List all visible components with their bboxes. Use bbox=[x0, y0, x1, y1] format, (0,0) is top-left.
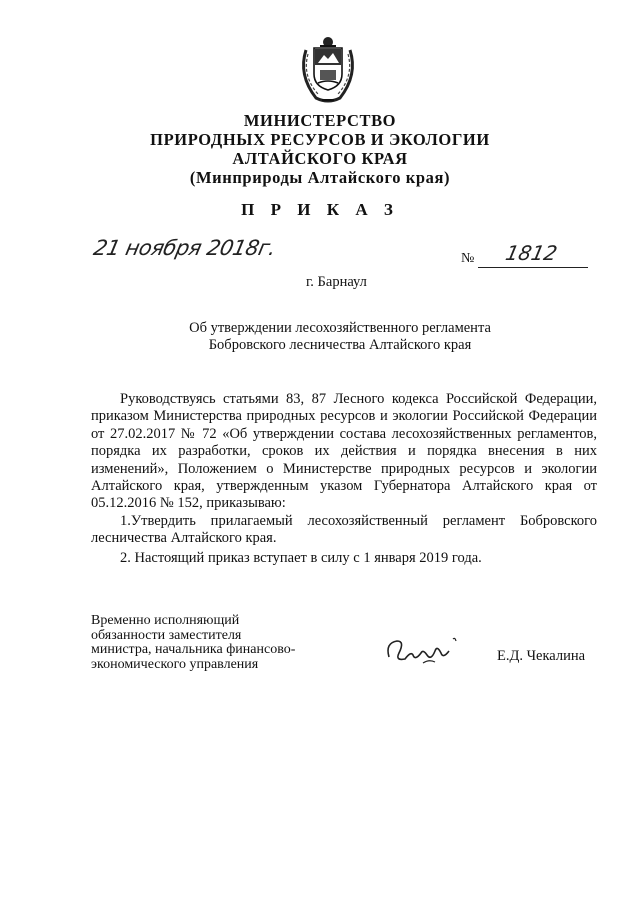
body-paragraph-item1: 1.Утвердить прилагаемый лесохозяйственный регламент Бобровского лесничества Алтайского края. bbox=[91, 512, 597, 547]
signer-name: Е.Д. Чекалина bbox=[497, 648, 586, 664]
order-number-label: № bbox=[461, 251, 475, 266]
ministry-name-line1: МИНИСТЕРСТВО bbox=[243, 111, 397, 130]
order-city: г. Барнаул bbox=[306, 274, 367, 290]
ministry-short-name: (Минприроды Алтайского края) bbox=[189, 168, 451, 187]
signer-position-line1: Временно исполняющий bbox=[91, 613, 240, 628]
order-number-handwritten: 1812 bbox=[503, 241, 560, 265]
ministry-name-line2: ПРИРОДНЫХ РЕСУРСОВ И ЭКОЛОГИИ bbox=[150, 130, 490, 149]
subject-line2: Бобровского лесничества Алтайского края bbox=[208, 337, 472, 353]
body-paragraph-item2: 2. Настоящий приказ вступает в силу с 1 января 2019 года. bbox=[120, 549, 482, 566]
signer-position-line4: экономического управления bbox=[91, 656, 259, 672]
signer-position bbox=[91, 614, 331, 672]
signature-icon bbox=[383, 629, 463, 669]
order-date-handwritten: 21 ноября 2018г. bbox=[91, 236, 278, 260]
order-subject bbox=[120, 320, 560, 354]
signer-position-line2: обязанности заместителя bbox=[91, 627, 242, 643]
order-body bbox=[91, 391, 597, 567]
document-title: П Р И К А З bbox=[241, 200, 399, 219]
signer-position-line3: министра, начальника финансово- bbox=[91, 642, 296, 658]
coat-of-arms-icon bbox=[296, 30, 360, 106]
body-paragraph-preamble: Руководствуясь статьями 83, 87 Лесного кодекса Российской Федерации, приказом Министерства природных ресурсов и экологии Российской Федерации от 27.02.2017 № 72 «Об утверждении состава лесохозяйственных регламентов, порядка их разработки, сроков их действия и порядка внесения в них изменений», Положением о Министерстве природных ресурсов и экологии Алтайского края, утвержденным указом Губернатора Алтайского края от 05.12.2016 № 152, приказываю: bbox=[91, 391, 597, 512]
subject-line1: Об утверждении лесохозяйственного регламента bbox=[189, 320, 491, 336]
order-number-underline bbox=[478, 267, 588, 268]
ministry-name-line3: АЛТАЙСКОГО КРАЯ bbox=[232, 149, 408, 168]
